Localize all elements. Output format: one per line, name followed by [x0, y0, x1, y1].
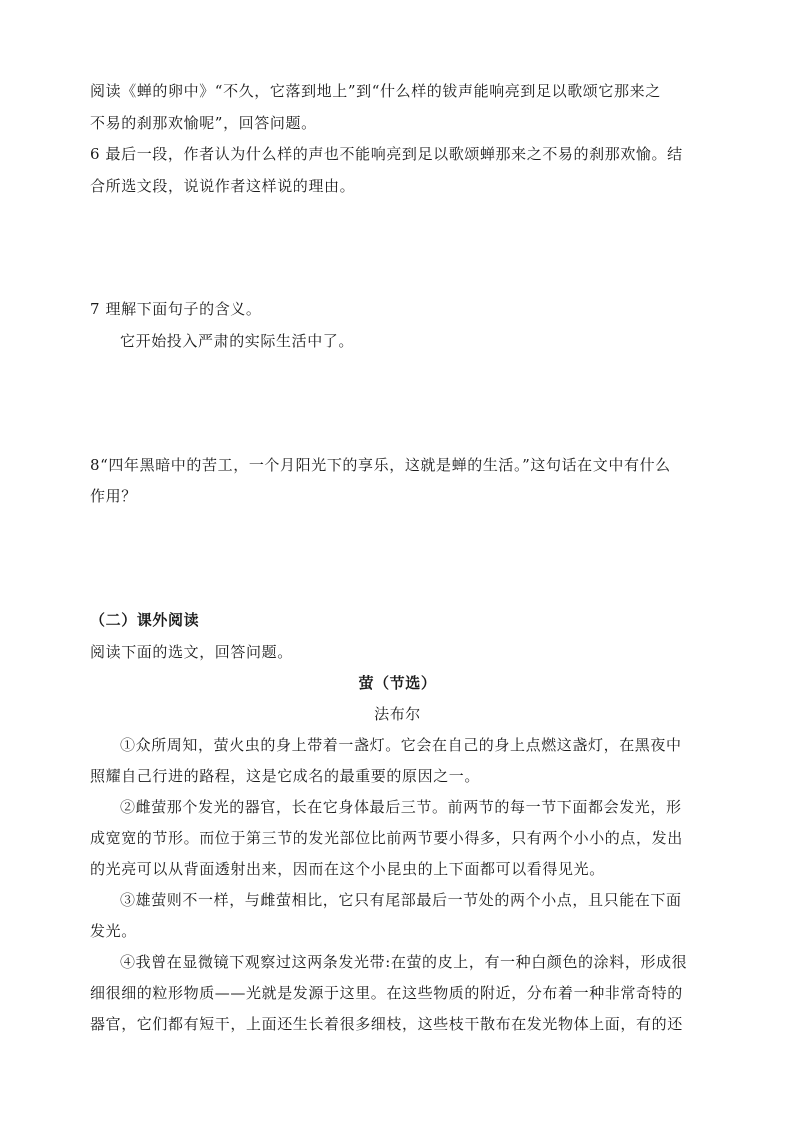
- paragraph-3-line-1: ③雄萤则不一样，与雌萤相比，它只有尾部最后一节处的两个小点，且只能在下面: [120, 891, 682, 909]
- paragraph-2-line-1: ②雌萤那个发光的器官，长在它身体最后三节。前两节的每一节下面都会发光，形: [120, 798, 682, 816]
- section-heading: （二）课外阅读: [90, 611, 200, 629]
- question-6-line-2: 合所选文段，说说作者这样说的理由。: [90, 177, 356, 195]
- paragraph-4-line-3: 器官，它们都有短干，上面还生长着很多细枝，这些枝干散布在发光物体上面，有的还: [90, 1015, 683, 1033]
- paragraph-2-line-2: 成宽宽的节形。而位于第三节的发光部位比前两节要小得多，只有两个小小的点，发出: [90, 829, 683, 847]
- paragraph-3-line-2: 发光。: [90, 922, 137, 940]
- intro-line-2: 不易的刹那欢愉呢”，回答问题。: [90, 114, 317, 132]
- article-author: 法布尔: [374, 705, 421, 723]
- section-instruction: 阅读下面的选文，回答问题。: [90, 643, 293, 661]
- paragraph-4-line-2: 细很细的粒形物质——光就是发源于这里。在这些物质的附近，分布着一种非常奇特的: [90, 984, 683, 1002]
- question-8-line-1: 8“四年黑暗中的苦工，一个月阳光下的享乐，这就是蝉的生活。”这句话在文中有什么: [90, 456, 671, 474]
- paragraph-2-line-3: 的光亮可以从背面透射出来，因而在这个小昆虫的上下面都可以看得见光。: [90, 860, 605, 878]
- question-7-line-1: 7 理解下面句子的含义。: [90, 300, 262, 318]
- paragraph-4-line-1: ④我曾在显微镜下观察过这两条发光带:在萤的皮上，有一种白颜色的涂料，形成很: [120, 953, 688, 971]
- question-7-sentence: 它开始投入严肃的实际生活中了。: [120, 332, 355, 350]
- question-6-line-1: 6 最后一段，作者认为什么样的声也不能响亮到足以歌颂蝉那来之不易的刹那欢愉。结: [90, 145, 683, 163]
- intro-line-1: 阅读《蝉的卵中》“不久，它落到地上”到“什么样的钹声能响亮到足以歌颂它那来之: [90, 82, 661, 100]
- paragraph-1-line-2: 照耀自己行进的路程，这是它成名的最重要的原因之一。: [90, 767, 481, 785]
- paragraph-1-line-1: ①众所周知，萤火虫的身上带着一盏灯。它会在自己的身上点燃这盏灯，在黑夜中: [120, 736, 682, 754]
- document-page: [90, 0, 705, 1123]
- question-8-line-2: 作用？: [90, 487, 137, 505]
- article-title: 萤（节选）: [358, 674, 437, 692]
